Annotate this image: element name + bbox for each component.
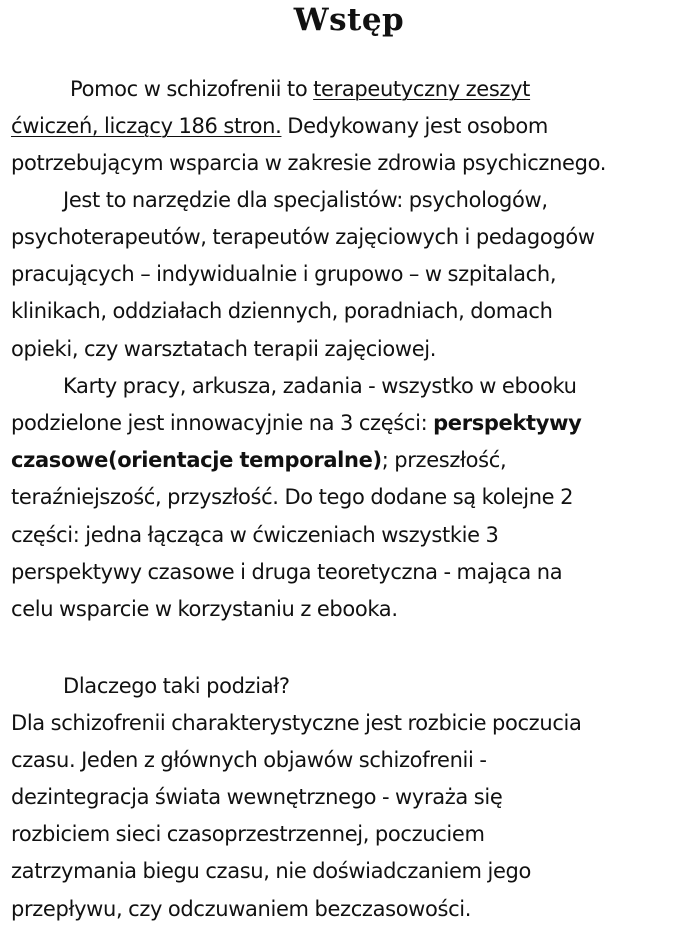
paragraph-3-line-7: celu wsparcie w korzystaniu z ebooka. — [11, 597, 398, 621]
product-description-link: terapeutyczny zeszyt — [313, 77, 531, 101]
paragraph-3-line-2 — [11, 409, 581, 437]
dedication-text: Dedykowany jest osobom — [281, 114, 549, 138]
bold-perspectives-text: perspektywy — [433, 411, 582, 435]
paragraph-1-line-1 — [70, 75, 530, 103]
paragraph-2-line-4: klinikach, oddziałach dziennych, poradniach, domach — [11, 299, 553, 323]
paragraph-4-line-6: zatrzymania biegu czasu, nie doświadczaniem jego — [11, 859, 531, 883]
paragraph-2-line-5: opieki, czy warsztatach terapii zajęciowej. — [11, 337, 437, 361]
page-title: Wstęp — [293, 2, 405, 38]
paragraph-4-line-5: rozbiciem sieci czasoprzestrzennej, poczuciem — [11, 822, 485, 846]
paragraph-2-line-2: psychoterapeutów, terapeutów zajęciowych i pedagogów — [11, 225, 595, 249]
paragraph-3-line-1: Karty pracy, arkusza, zadania - wszystko w ebooku — [63, 374, 577, 398]
paragraph-2-line-3: pracujących – indywidualnie i grupowo – w szpitalach, — [11, 262, 557, 286]
past-text: ; przeszłość, — [381, 448, 507, 472]
bold-temporal-orientation-text: czasowe(orientacje temporalne) — [11, 448, 382, 472]
question-heading: Dlaczego taki podział? — [63, 674, 290, 698]
paragraph-3-line-6: perspektywy czasowe i druga teoretyczna - mająca na — [11, 560, 563, 584]
paragraph-2-line-1: Jest to narzędzie dla specjalistów: psychologów, — [63, 188, 548, 212]
product-description-link-continued: ćwiczeń, liczący 186 stron. — [11, 114, 282, 138]
paragraph-3-line-4: teraźniejszość, przyszłość. Do tego dodane są kolejne 2 — [11, 485, 574, 509]
intro-text: Pomoc w schizofrenii to — [70, 77, 314, 101]
paragraph-4-line-4: dezintegracja świata wewnętrznego - wyraża się — [11, 785, 503, 809]
paragraph-1-line-2 — [11, 112, 548, 140]
parts-intro-text: podzielone jest innowacyjnie na 3 części: — [11, 411, 434, 435]
paragraph-4-line-7: przepływu, czy odczuwaniem bezczasowości. — [11, 897, 472, 921]
paragraph-4-line-3: czasu. Jeden z głównych objawów schizofrenii - — [11, 748, 487, 772]
paragraph-1-line-3: potrzebującym wsparcia w zakresie zdrowia psychicznego. — [11, 151, 607, 175]
paragraph-3-line-3 — [11, 446, 506, 474]
paragraph-4-line-2: Dla schizofrenii charakterystyczne jest rozbicie poczucia — [11, 711, 582, 735]
paragraph-3-line-5: części: jedna łącząca w ćwiczeniach wszystkie 3 — [11, 523, 499, 547]
